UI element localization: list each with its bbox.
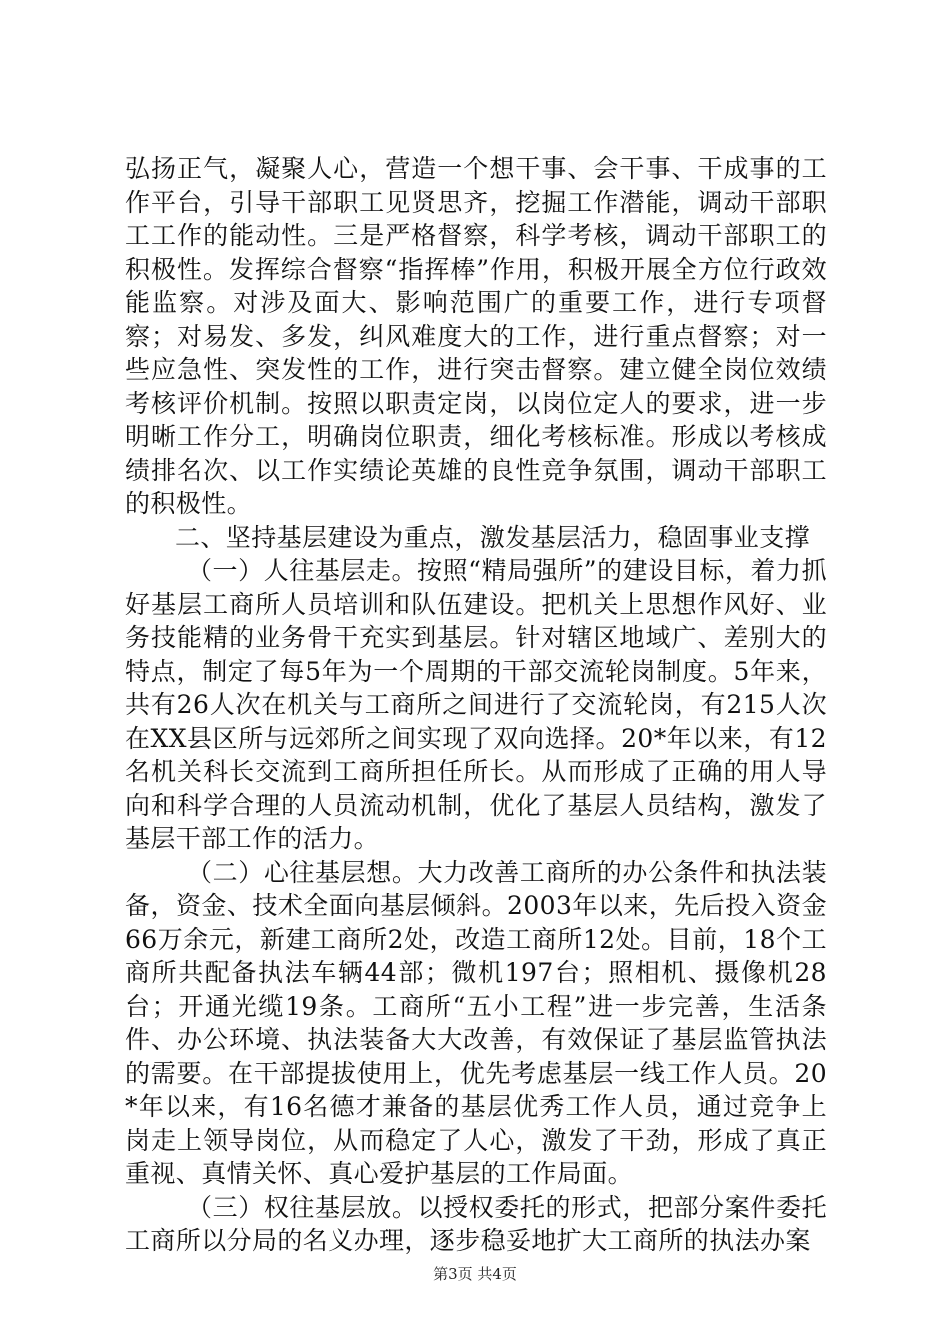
paragraph-continuation: 弘扬正气，凝聚人心，营造一个想干事、会干事、干成事的工作平台，引导干部职工见贤思齐，挖掘工作潜能，调动干部职工工作的能动性。三是严格督察，科学考核，调动干部职工的积极性。发挥综合督察“指挥棒”作用，积极开展全方位行政效能监察。对涉及面大、影响范围广的重要工作，进行专项督察；对易发、多发，纠风难度大的工作，进行重点督察；对一些应急性、突发性的工作，进行突击督察。建立健全岗位效绩考核评价机制。按照以职责定岗，以岗位定人的要求，进一步明晰工作分工，明确岗位职责，细化考核标准。形成以考核成绩排名次、以工作实绩论英雄的良性竞争氛围，调动干部职工的积极性。 xyxy=(125,154,827,518)
paragraph-subsection-3: （三）权往基层放。以授权委托的形式，把部分案件委托工商所以分局的名义办理，逐步稳妥地扩大工商所的执法办案 xyxy=(125,1192,827,1255)
section-heading: 二、坚持基层建设为重点，激发基层活力，稳固事业支撑 xyxy=(175,522,811,552)
paragraph-subsection-2: （二）心往基层想。大力改善工商所的办公条件和执法装备，资金、技术全面向基层倾斜。2003年以来，先后投入资金66万余元，新建工商所2处，改造工商所12处。目前，18个工商所共配备执法车辆44部；微机197台；照相机、摄像机28台；开通光缆19条。工商所“五小工程”进一步完善，生活条件、办公环境、执法装备大大改善，有效保证了基层监管执法的需要。在干部提拔使用上，优先考虑基层一线工作人员。20*年以来，有16名德才兼备的基层优秀工作人员，通过竞争上岗走上领导岗位，从而稳定了人心，激发了干劲，形成了真正重视、真情关怀、真心爱护基层的工作局面。 xyxy=(125,857,827,1188)
paragraph-subsection-1: （一）人往基层走。按照“精局强所”的建设目标，着力抓好基层工商所人员培训和队伍建设。把机关上思想作风好、业务技能精的业务骨干充实到基层。针对辖区地域广、差别大的特点，制定了每5年为一个周期的干部交流轮岗制度。5年来，共有26人次在机关与工商所之间进行了交流轮岗，有215人次在XX县区所与远郊所之间实现了双向选择。20*年以来，有12名机关科长交流到工商所担任所长。从而形成了正确的用人导向和科学合理的人员流动机制，优化了基层人员结构，激发了基层干部工作的活力。 xyxy=(125,556,827,853)
document-body xyxy=(125,152,827,1258)
page-number-footer: 第3页 共4页 xyxy=(433,1265,517,1283)
